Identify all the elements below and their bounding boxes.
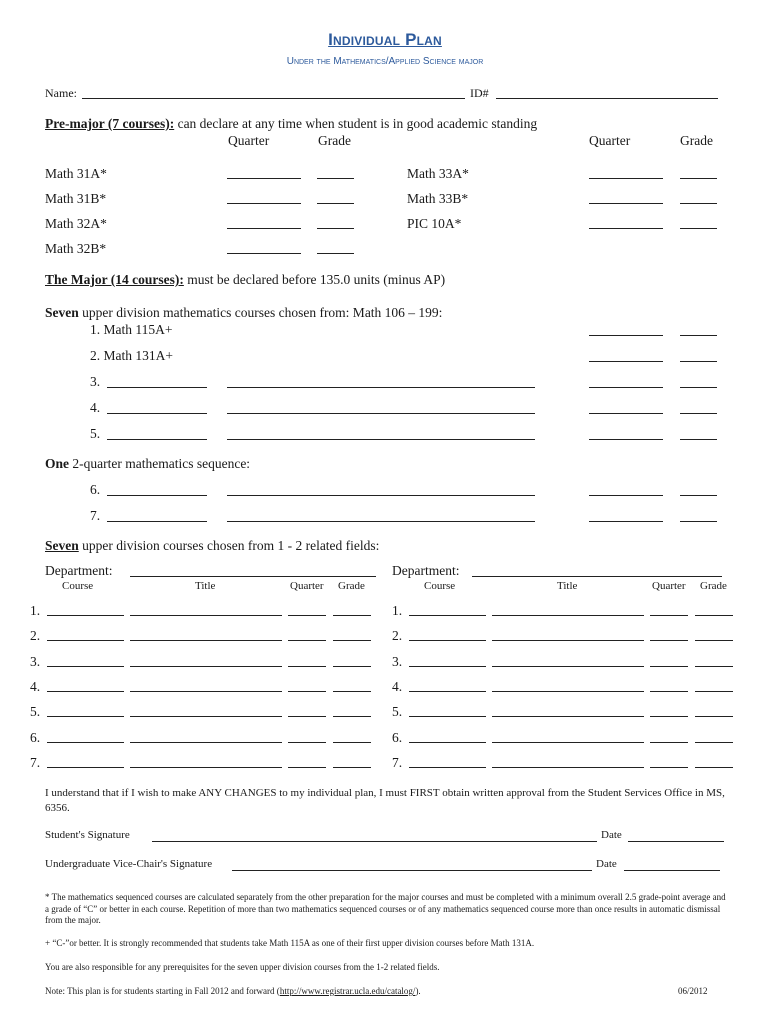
upper-course-item: 1. Math 115A+	[90, 322, 173, 337]
related-title-field-right[interactable]	[492, 742, 644, 743]
premajor-heading	[45, 116, 537, 132]
upper-heading	[45, 305, 442, 321]
name-label: Name:	[45, 86, 77, 100]
id-field[interactable]	[496, 98, 718, 99]
related-course-field-right[interactable]	[409, 716, 486, 717]
related-grade-field-right[interactable]	[695, 666, 733, 667]
vicechair-date-field[interactable]	[624, 870, 720, 871]
premajor-grade-field[interactable]	[317, 228, 354, 229]
related-row-number-left: 4.	[30, 678, 41, 694]
upper-course-title-field[interactable]	[227, 439, 535, 440]
related-quarter-field-right[interactable]	[650, 716, 688, 717]
upper-quarter-field[interactable]	[589, 361, 663, 362]
premajor-course-label: Math 31A*	[45, 166, 107, 181]
upper-course-number-field[interactable]	[107, 439, 207, 440]
premajor-grade-field[interactable]	[317, 253, 354, 254]
related-grade-field-right[interactable]	[695, 640, 733, 641]
related-row-number-right: 4.	[392, 678, 403, 694]
premajor-quarter-field[interactable]	[589, 203, 663, 204]
related-title-field-left[interactable]	[130, 666, 282, 667]
related-heading	[45, 538, 379, 554]
course-label-left: Course	[62, 580, 94, 592]
related-row-number-right: 1.	[392, 603, 403, 618]
premajor-grade-field[interactable]	[680, 178, 717, 179]
related-quarter-field-right[interactable]	[650, 615, 688, 616]
name-field[interactable]	[82, 98, 465, 99]
premajor-grade-label-left: Grade	[318, 133, 351, 148]
vicechair-signature-field[interactable]	[232, 870, 592, 871]
related-quarter-field-left[interactable]	[288, 615, 326, 616]
student-date-field[interactable]	[628, 841, 724, 842]
sequence-course-item: 6.	[90, 482, 101, 497]
related-title-field-right[interactable]	[492, 691, 644, 692]
sequence-course-item: 7.	[90, 508, 101, 523]
upper-course-number-field[interactable]	[107, 387, 207, 388]
sequence-heading	[45, 456, 250, 472]
premajor-grade-field[interactable]	[317, 178, 354, 179]
related-title-field-right[interactable]	[492, 666, 644, 667]
course-label-right: Course	[424, 580, 456, 592]
student-signature-label: Student's Signature	[45, 829, 130, 841]
related-quarter-field-right[interactable]	[650, 767, 688, 768]
upper-course-item: 4.	[90, 400, 101, 415]
related-quarter-field-right[interactable]	[650, 640, 688, 641]
related-row-number-left: 3.	[30, 653, 41, 669]
quarter-label-right: Quarter	[652, 580, 686, 592]
related-title-field-right[interactable]	[492, 640, 644, 641]
premajor-quarter-field[interactable]	[589, 178, 663, 179]
sequence-course-number-field[interactable]	[107, 495, 207, 496]
date-code: 06/2012	[678, 986, 708, 996]
related-course-field-right[interactable]	[409, 691, 486, 692]
related-course-field-left[interactable]	[47, 691, 124, 692]
related-title-field-left[interactable]	[130, 691, 282, 692]
related-course-field-right[interactable]	[409, 767, 486, 768]
related-quarter-field-left[interactable]	[288, 640, 326, 641]
related-course-field-left[interactable]	[47, 640, 124, 641]
related-row-number-left: 1.	[30, 603, 41, 618]
related-row-number-right: 2.	[392, 628, 403, 644]
upper-course-number-field[interactable]	[107, 413, 207, 414]
upper-heading-bold: Seven	[45, 305, 79, 320]
premajor-course-label: Math 33A*	[407, 166, 469, 181]
note-plan-start	[45, 986, 421, 996]
premajor-heading-bold: Pre-major (7 courses):	[45, 116, 175, 131]
note-plan-start-post: ).	[415, 986, 421, 996]
upper-grade-field[interactable]	[680, 387, 717, 388]
related-quarter-field-left[interactable]	[288, 767, 326, 768]
upper-grade-field[interactable]	[680, 439, 717, 440]
department-field-right[interactable]	[472, 576, 722, 577]
upper-course-item: 2. Math 131A+	[90, 348, 173, 363]
upper-course-item: 3.	[90, 374, 101, 389]
related-heading-rest: upper division courses chosen from 1 - 2 related fields:	[82, 538, 380, 553]
major-desc: must be declared before 135.0 units (minus AP)	[187, 272, 446, 287]
upper-quarter-field[interactable]	[589, 439, 663, 440]
upper-quarter-field[interactable]	[589, 413, 663, 414]
related-grade-field-left[interactable]	[333, 767, 371, 768]
related-grade-field-right[interactable]	[695, 615, 733, 616]
related-grade-field-left[interactable]	[333, 742, 371, 743]
related-row-number-left: 2.	[30, 628, 41, 644]
related-row-number-left: 6.	[30, 729, 41, 745]
page-subtitle: Under the Mathematics/Applied Science major	[286, 56, 484, 67]
note-plan-start-pre: Note: This plan is for students starting in Fall 2012 and forward (	[45, 986, 280, 996]
sequence-heading-rest: 2-quarter mathematics sequence:	[72, 456, 251, 471]
related-grade-field-left[interactable]	[333, 640, 371, 641]
related-course-field-left[interactable]	[47, 615, 124, 616]
related-row-number-right: 7.	[392, 754, 403, 770]
upper-heading-rest: upper division mathematics courses chosen from: Math 106 – 199:	[82, 305, 443, 320]
related-course-field-right[interactable]	[409, 640, 486, 641]
premajor-grade-field[interactable]	[680, 228, 717, 229]
premajor-grade-field[interactable]	[680, 203, 717, 204]
upper-course-item: 5.	[90, 426, 101, 441]
student-signature-field[interactable]	[152, 841, 597, 842]
upper-course-title-field[interactable]	[227, 387, 535, 388]
upper-grade-field[interactable]	[680, 335, 717, 336]
premajor-course-label: PIC 10A*	[407, 216, 462, 231]
related-row-number-right: 3.	[392, 653, 403, 669]
related-quarter-field-right[interactable]	[650, 666, 688, 667]
quarter-label-left: Quarter	[290, 580, 324, 592]
related-grade-field-left[interactable]	[333, 691, 371, 692]
premajor-desc: can declare at any time when student is in good academic standing	[177, 116, 538, 131]
related-quarter-field-left[interactable]	[288, 666, 326, 667]
premajor-course-label: Math 31B*	[45, 191, 107, 206]
related-row-number-left: 5.	[30, 704, 41, 720]
premajor-quarter-field[interactable]	[227, 178, 301, 179]
premajor-quarter-field[interactable]	[227, 228, 301, 229]
premajor-quarter-field[interactable]	[589, 228, 663, 229]
related-grade-field-left[interactable]	[333, 716, 371, 717]
department-label-right: Department:	[392, 563, 460, 578]
title-label-right: Title	[557, 580, 578, 592]
sequence-grade-field[interactable]	[680, 495, 717, 496]
department-label-left: Department:	[45, 563, 113, 578]
sequence-grade-field[interactable]	[680, 521, 717, 522]
related-title-field-left[interactable]	[130, 742, 282, 743]
page-title: Individual Plan	[328, 30, 442, 49]
major-heading	[45, 272, 445, 288]
note-sequenced-courses: * The mathematics sequenced courses are calculated separately from the other preparation for the major courses and must be completed with a minimum overall 2.5 grade-point average and a grade of “C” or better in each course. Repetition of more than two mathematics sequenced courses or of any mathematics sequenced course more than once results in automatic dismissal from the major.	[45, 892, 726, 925]
vicechair-date-label: Date	[596, 858, 617, 870]
upper-grade-field[interactable]	[680, 413, 717, 414]
id-label: ID#	[470, 86, 489, 100]
related-quarter-field-left[interactable]	[288, 742, 326, 743]
related-row-number-right: 6.	[392, 729, 403, 745]
related-course-field-right[interactable]	[409, 666, 486, 667]
related-title-field-left[interactable]	[130, 716, 282, 717]
premajor-course-label: Math 32A*	[45, 216, 107, 231]
related-title-field-right[interactable]	[492, 767, 644, 768]
understand-statement: I understand that if I wish to make ANY CHANGES to my individual plan, I must FIRST obtain written approval from the Student Services Office in MS, 6356.	[45, 787, 725, 814]
related-title-field-right[interactable]	[492, 716, 644, 717]
premajor-grade-field[interactable]	[317, 203, 354, 204]
related-row-number-right: 5.	[392, 704, 403, 720]
grade-label-left: Grade	[338, 580, 365, 592]
sequence-course-number-field[interactable]	[107, 521, 207, 522]
sequence-quarter-field[interactable]	[589, 521, 663, 522]
related-title-field-left[interactable]	[130, 640, 282, 641]
catalog-link[interactable]: http://www.registrar.ucla.edu/catalog/	[279, 986, 416, 996]
related-course-field-right[interactable]	[409, 615, 486, 616]
note-prerequisites: You are also responsible for any prerequisites for the seven upper division courses from the 1-2 related fields.	[45, 962, 440, 972]
related-course-field-right[interactable]	[409, 742, 486, 743]
related-quarter-field-left[interactable]	[288, 716, 326, 717]
related-title-field-left[interactable]	[130, 615, 282, 616]
related-grade-field-left[interactable]	[333, 666, 371, 667]
premajor-quarter-field[interactable]	[227, 253, 301, 254]
major-heading-bold: The Major (14 courses):	[45, 272, 184, 287]
department-field-left[interactable]	[130, 576, 376, 577]
premajor-quarter-field[interactable]	[227, 203, 301, 204]
student-date-label: Date	[601, 829, 622, 841]
related-title-field-left[interactable]	[130, 767, 282, 768]
sequence-heading-bold: One	[45, 456, 70, 471]
related-grade-field-left[interactable]	[333, 615, 371, 616]
sequence-quarter-field[interactable]	[589, 495, 663, 496]
upper-quarter-field[interactable]	[589, 387, 663, 388]
related-row-number-left: 7.	[30, 754, 41, 770]
premajor-course-label: Math 33B*	[407, 191, 469, 206]
premajor-quarter-label-left: Quarter	[228, 133, 270, 148]
related-quarter-field-right[interactable]	[650, 742, 688, 743]
sequence-course-title-field[interactable]	[227, 495, 535, 496]
premajor-course-label: Math 32B*	[45, 241, 107, 256]
related-grade-field-right[interactable]	[695, 716, 733, 717]
related-title-field-right[interactable]	[492, 615, 644, 616]
title-label-left: Title	[195, 580, 216, 592]
upper-grade-field[interactable]	[680, 361, 717, 362]
grade-label-right: Grade	[700, 580, 727, 592]
related-course-field-left[interactable]	[47, 666, 124, 667]
related-grade-field-right[interactable]	[695, 767, 733, 768]
vicechair-signature-label: Undergraduate Vice-Chair's Signature	[45, 858, 213, 870]
related-course-field-left[interactable]	[47, 742, 124, 743]
related-grade-field-right[interactable]	[695, 742, 733, 743]
related-grade-field-right[interactable]	[695, 691, 733, 692]
related-course-field-left[interactable]	[47, 767, 124, 768]
premajor-grade-label-right: Grade	[680, 133, 713, 148]
note-c-minus: + “C-”or better. It is strongly recommended that students take Math 115A as one of their first upper division courses before Math 131A.	[45, 938, 535, 948]
premajor-quarter-label-right: Quarter	[589, 133, 631, 148]
sequence-course-title-field[interactable]	[227, 521, 535, 522]
upper-quarter-field[interactable]	[589, 335, 663, 336]
related-course-field-left[interactable]	[47, 716, 124, 717]
upper-course-title-field[interactable]	[227, 413, 535, 414]
related-heading-bold: Seven	[45, 538, 79, 553]
related-quarter-field-left[interactable]	[288, 691, 326, 692]
related-quarter-field-right[interactable]	[650, 691, 688, 692]
